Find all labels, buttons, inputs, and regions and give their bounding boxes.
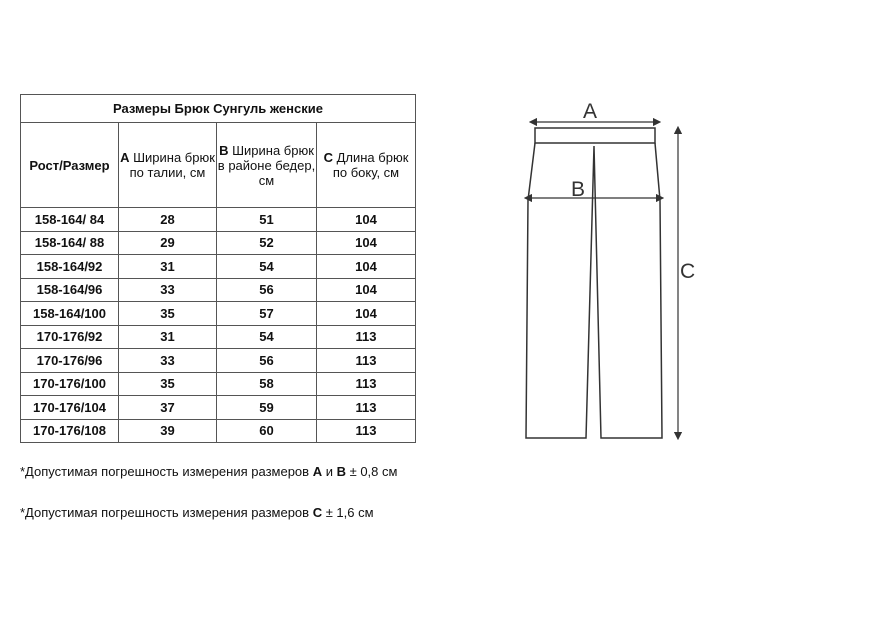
cell-waist-width: 35 (119, 372, 217, 396)
table-body (21, 208, 416, 443)
cell-hip-width: 59 (217, 396, 317, 420)
cell-height-size: 170-176/96 (21, 349, 119, 373)
header-height-size: Рост/Размер (21, 123, 119, 208)
cell-side-length: 104 (317, 208, 416, 232)
cell-waist-width: 31 (119, 325, 217, 349)
cell-waist-width: 39 (119, 419, 217, 443)
label-c: C (680, 260, 696, 283)
table-row (21, 231, 416, 255)
table-row (21, 372, 416, 396)
cell-side-length: 104 (317, 302, 416, 326)
table-row (21, 349, 416, 373)
cell-waist-width: 29 (119, 231, 217, 255)
cell-waist-width: 31 (119, 255, 217, 279)
cell-waist-width: 33 (119, 278, 217, 302)
cell-hip-width: 58 (217, 372, 317, 396)
header-hip-width: B Ширина брюк в районе бедер, см (217, 123, 317, 208)
cell-side-length: 113 (317, 396, 416, 420)
pants-waistband (535, 128, 655, 143)
cell-height-size: 158-164/96 (21, 278, 119, 302)
header-side-length: C Длина брюк по боку, см (317, 123, 416, 208)
table-row (21, 302, 416, 326)
cell-waist-width: 37 (119, 396, 217, 420)
cell-side-length: 113 (317, 419, 416, 443)
cell-hip-width: 56 (217, 278, 317, 302)
cell-side-length: 113 (317, 372, 416, 396)
cell-hip-width: 51 (217, 208, 317, 232)
table-row (21, 208, 416, 232)
size-table (20, 94, 416, 443)
table-row (21, 419, 416, 443)
cell-height-size: 158-164/92 (21, 255, 119, 279)
cell-side-length: 104 (317, 278, 416, 302)
cell-side-length: 104 (317, 231, 416, 255)
table-header-row (21, 123, 416, 208)
label-a: A (583, 100, 598, 123)
tolerance-note-c: *Допустимая погрешность измерения размеров C ± 1,6 см (20, 505, 374, 520)
cell-height-size: 158-164/ 84 (21, 208, 119, 232)
table-row (21, 255, 416, 279)
cell-waist-width: 33 (119, 349, 217, 373)
cell-hip-width: 54 (217, 325, 317, 349)
cell-side-length: 113 (317, 349, 416, 373)
table-row (21, 325, 416, 349)
pants-diagram (500, 90, 700, 450)
cell-hip-width: 54 (217, 255, 317, 279)
label-b: B (571, 178, 586, 201)
cell-height-size: 170-176/104 (21, 396, 119, 420)
cell-side-length: 104 (317, 255, 416, 279)
cell-hip-width: 57 (217, 302, 317, 326)
cell-waist-width: 28 (119, 208, 217, 232)
cell-hip-width: 52 (217, 231, 317, 255)
cell-hip-width: 56 (217, 349, 317, 373)
cell-height-size: 170-176/108 (21, 419, 119, 443)
cell-height-size: 170-176/100 (21, 372, 119, 396)
table-title: Размеры Брюк Сунгуль женские (21, 95, 416, 123)
pants-outline (526, 143, 662, 438)
cell-hip-width: 60 (217, 419, 317, 443)
cell-side-length: 113 (317, 325, 416, 349)
cell-height-size: 158-164/ 88 (21, 231, 119, 255)
table-row (21, 396, 416, 420)
tolerance-note-ab: *Допустимая погрешность измерения размеров A и B ± 0,8 см (20, 464, 398, 479)
cell-height-size: 170-176/92 (21, 325, 119, 349)
header-waist-width: A Ширина брюк по талии, см (119, 123, 217, 208)
cell-waist-width: 35 (119, 302, 217, 326)
cell-height-size: 158-164/100 (21, 302, 119, 326)
table-row (21, 278, 416, 302)
